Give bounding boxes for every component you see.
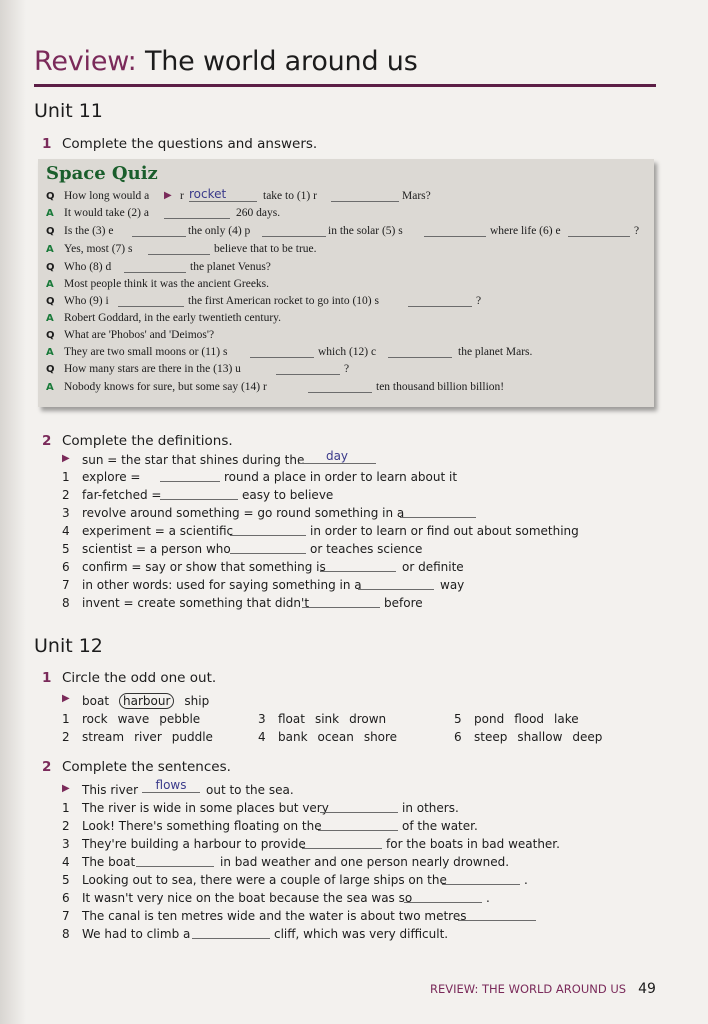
page-title-lead: Review:: [34, 46, 137, 77]
sentence-item: [62, 801, 662, 817]
quiz-answer-handwritten[interactable]: rocket: [189, 187, 257, 202]
answer-blank[interactable]: [424, 225, 486, 237]
unit12-ex2-heading: [42, 759, 231, 775]
quiz-line: [46, 329, 646, 346]
quiz-line: [46, 243, 646, 260]
word[interactable]: float: [278, 712, 305, 726]
answer-blank[interactable]: [262, 225, 326, 237]
quiz-line: [46, 295, 646, 312]
sentence-item: [62, 909, 662, 925]
item-number: 8: [62, 596, 70, 610]
odd-one-out-item: [454, 730, 654, 746]
word[interactable]: bank: [278, 730, 308, 744]
definition-text: confirm = say or show that something is: [82, 560, 326, 574]
word-group: [278, 712, 396, 726]
space-quiz-box: [38, 159, 654, 407]
odd-one-out-item: [62, 730, 242, 746]
quiz-text: Mars?: [402, 190, 431, 202]
example-arrow-icon: ▶: [164, 190, 172, 201]
answer-blank[interactable]: [118, 295, 184, 307]
sentence-text: The canal is ten metres wide and the water is about two metres: [82, 909, 467, 923]
definition-item: [62, 578, 662, 594]
sentence-text: Looking out to sea, there were a couple of large ships on the: [82, 873, 447, 887]
quiz-text: Yes, most (7) s: [64, 243, 133, 255]
sentence-text: It wasn't very nice on the boat because the sea was so: [82, 891, 413, 905]
answer-blank[interactable]: [230, 524, 306, 536]
definition-item: [62, 596, 662, 612]
answer-blank[interactable]: [568, 225, 630, 237]
quiz-tag: Q: [46, 226, 55, 237]
quiz-text: 260 days.: [236, 207, 281, 219]
answer-blank[interactable]: [132, 225, 186, 237]
answer-blank[interactable]: [250, 346, 314, 358]
answer-blank[interactable]: [302, 837, 382, 849]
definition-text: scientist = a person who: [82, 542, 231, 556]
item-number: 5: [62, 542, 70, 556]
item-number: 1: [62, 801, 70, 815]
answer-blank[interactable]: [458, 909, 536, 921]
exercise-number: 2: [42, 433, 52, 449]
item-number: 8: [62, 927, 70, 941]
quiz-tag: A: [46, 382, 54, 393]
quiz-text: Who (8) d: [64, 261, 112, 273]
word[interactable]: steep: [474, 730, 508, 744]
item-number: 3: [62, 506, 70, 520]
answer-blank[interactable]: [400, 506, 476, 518]
quiz-text: where life (6) e: [490, 225, 561, 237]
odd-one-out-item: [258, 730, 438, 746]
quiz-title: Space Quiz: [46, 163, 158, 184]
word[interactable]: ocean: [317, 730, 354, 744]
definition-text: revolve around something = go round something in a: [82, 506, 405, 520]
quiz-text: ?: [634, 225, 640, 237]
sentence-text: They're building a harbour to provide: [82, 837, 306, 851]
item-number: 5: [62, 873, 70, 887]
word-group: [82, 693, 219, 709]
item-number: 6: [62, 891, 70, 905]
answer-blank[interactable]: [160, 470, 220, 482]
sentence-text: We had to climb a: [82, 927, 191, 941]
answer-blank[interactable]: [192, 927, 270, 939]
sentence-text: out to the sea.: [206, 783, 294, 797]
definition-text: way: [440, 578, 465, 592]
example-arrow-icon: ▶: [62, 693, 70, 704]
quiz-line: [46, 207, 646, 224]
quiz-line: [46, 278, 646, 295]
example-arrow-icon: ▶: [62, 783, 70, 794]
definition-item: [62, 506, 662, 522]
quiz-text: the planet Mars.: [458, 346, 533, 358]
exercise-instruction: Complete the definitions.: [62, 433, 233, 449]
quiz-text: in the solar (5) s: [328, 225, 403, 237]
quiz-text: Is the (3) e: [64, 225, 114, 237]
answer-blank[interactable]: [148, 243, 210, 255]
quiz-tag: A: [46, 347, 54, 358]
odd-one-out-item: [258, 712, 438, 728]
unit11-ex1-heading: [42, 136, 317, 152]
answer-blank[interactable]: [308, 381, 372, 393]
word-group: [82, 730, 223, 744]
item-number: 1: [62, 470, 70, 484]
answer-blank[interactable]: [320, 801, 398, 813]
answer-blank[interactable]: [320, 560, 396, 572]
odd-one-out-example: [62, 693, 362, 709]
item-number: 2: [62, 488, 70, 502]
definition-text: experiment = a scientific: [82, 524, 234, 538]
page-title: [34, 46, 418, 77]
word[interactable]: river: [134, 730, 162, 744]
unit-11-heading: Unit 11: [34, 100, 103, 122]
quiz-text: the first American rocket to go into (10) s: [188, 295, 379, 307]
answer-blank[interactable]: [388, 346, 452, 358]
circled-word[interactable]: harbour: [119, 693, 174, 709]
word-group: [82, 712, 210, 726]
word[interactable]: lake: [554, 712, 579, 726]
definition-text: round a place in order to learn about it: [224, 470, 458, 484]
definition-text: easy to believe: [242, 488, 334, 502]
answer-blank[interactable]: [160, 488, 238, 500]
answer-blank[interactable]: [124, 261, 186, 273]
answer-blank[interactable]: [331, 190, 399, 202]
item-number: 6: [454, 730, 462, 744]
definition-text: or definite: [402, 560, 464, 574]
word: boat: [82, 694, 110, 708]
word[interactable]: sink: [314, 712, 340, 726]
sentence-text: in others.: [402, 801, 459, 815]
quiz-text: believe that to be true.: [214, 243, 317, 255]
quiz-tag: Q: [46, 191, 55, 202]
word[interactable]: shallow: [517, 730, 563, 744]
quiz-line: [46, 261, 646, 278]
sentence-item: [62, 855, 662, 871]
quiz-text: Most people think it was the ancient Greeks.: [64, 278, 270, 290]
answer-blank[interactable]: [136, 855, 214, 867]
quiz-text: which (12) c: [318, 346, 377, 358]
item-number: 2: [62, 730, 70, 744]
word[interactable]: flood: [514, 712, 545, 726]
quiz-tag: A: [46, 244, 54, 255]
answer-blank[interactable]: [358, 578, 434, 590]
word: ship: [184, 694, 210, 708]
quiz-text: ?: [476, 295, 482, 307]
item-number: 2: [62, 819, 70, 833]
quiz-text: take to (1) r: [263, 190, 317, 202]
quiz-text: Robert Goddard, in the early twentieth century.: [64, 312, 282, 324]
odd-one-out-item: [62, 712, 242, 728]
exercise-number: 2: [42, 759, 52, 775]
answer-blank[interactable]: [404, 891, 482, 903]
definition-text: explore =: [82, 470, 141, 484]
word[interactable]: shore: [363, 730, 398, 744]
sentence-text: .: [486, 891, 490, 905]
definition-text: sun = the star that shines during the: [82, 453, 305, 467]
sentence-example: [62, 778, 462, 799]
title-divider: [34, 84, 656, 87]
quiz-line: [46, 363, 646, 380]
unit11-ex2-heading: [42, 433, 233, 449]
definition-answer-handwritten[interactable]: day: [298, 449, 376, 464]
definition-item: [62, 560, 662, 576]
unit-12-heading: Unit 12: [34, 635, 103, 657]
quiz-tag: A: [46, 313, 54, 324]
item-number: 1: [62, 712, 70, 726]
quiz-line: [46, 312, 646, 329]
sentence-item: [62, 891, 662, 907]
definition-example: [62, 449, 562, 469]
definition-item: [62, 524, 662, 540]
quiz-text: ?: [344, 363, 350, 375]
quiz-text: How many stars are there in the (13) u: [64, 363, 241, 375]
word[interactable]: pond: [474, 712, 505, 726]
quiz-tag: Q: [46, 364, 55, 375]
page-number: 49: [638, 981, 656, 997]
quiz-text: Nobody knows for sure, but some say (14) r: [64, 381, 267, 393]
answer-blank[interactable]: [302, 596, 380, 608]
quiz-tag: Q: [46, 262, 55, 273]
sentence-item: [62, 819, 662, 835]
quiz-text: Who (9) i: [64, 295, 109, 307]
sentence-item: [62, 837, 662, 853]
item-number: 4: [62, 524, 70, 538]
sentence-answer-handwritten[interactable]: flows: [142, 778, 200, 793]
definition-item: [62, 488, 662, 504]
quiz-text: What are 'Phobos' and 'Deimos'?: [64, 329, 215, 341]
item-number: 6: [62, 560, 70, 574]
definition-text: in order to learn or find out about something: [310, 524, 579, 538]
item-number: 5: [454, 712, 462, 726]
sentence-text: This river: [82, 783, 139, 797]
quiz-text: the planet Venus?: [190, 261, 271, 273]
exercise-instruction: Complete the questions and answers.: [62, 136, 318, 152]
answer-blank[interactable]: [164, 207, 230, 219]
definition-text: before: [384, 596, 423, 610]
item-number: 7: [62, 909, 70, 923]
exercise-number: 1: [42, 136, 52, 152]
word-group: [474, 712, 589, 726]
definition-item: [62, 470, 662, 486]
quiz-text: They are two small moons or (11) s: [64, 346, 228, 358]
word[interactable]: deep: [572, 730, 603, 744]
item-number: 4: [62, 855, 70, 869]
quiz-tag: A: [46, 208, 54, 219]
word-group: [474, 730, 612, 744]
definition-text: in other words: used for saying something in a: [82, 578, 362, 592]
sentence-text: The river is wide in some places but very: [82, 801, 329, 815]
quiz-tag: A: [46, 279, 54, 290]
sentence-text: .: [524, 873, 528, 887]
page-title-rest: The world around us: [144, 46, 418, 77]
sentence-text: for the boats in bad weather.: [386, 837, 560, 851]
sentence-text: The boat: [82, 855, 136, 869]
exercise-instruction: Complete the sentences.: [62, 759, 231, 775]
quiz-tag: Q: [46, 330, 55, 341]
item-number: 3: [258, 712, 266, 726]
sentence-text: Look! There's something floating on the: [82, 819, 322, 833]
example-arrow-icon: ▶: [62, 453, 70, 464]
quiz-text: the only (4) p: [188, 225, 251, 237]
word[interactable]: stream: [82, 730, 125, 744]
word[interactable]: pebble: [159, 712, 201, 726]
quiz-text: It would take (2) a: [64, 207, 149, 219]
quiz-text: ten thousand billion billion!: [376, 381, 505, 393]
word[interactable]: rock: [82, 712, 108, 726]
definition-text: invent = create something that didn't: [82, 596, 310, 610]
sentence-item: [62, 873, 662, 889]
answer-blank[interactable]: [230, 542, 306, 554]
answer-blank[interactable]: [276, 363, 340, 375]
answer-blank[interactable]: [408, 295, 472, 307]
footer-label: REVIEW: THE WORLD AROUND US: [430, 982, 627, 996]
answer-blank[interactable]: [318, 819, 398, 831]
unit12-ex1-heading: [42, 670, 216, 686]
word[interactable]: drown: [349, 712, 387, 726]
word[interactable]: wave: [117, 712, 150, 726]
quiz-line: [46, 381, 646, 398]
word-group: [278, 730, 407, 744]
definition-text: or teaches science: [310, 542, 423, 556]
definition-text: far-fetched =: [82, 488, 162, 502]
sentence-item: [62, 927, 662, 943]
exercise-instruction: Circle the odd one out.: [62, 670, 217, 686]
sentence-text: in bad weather and one person nearly drowned.: [220, 855, 510, 869]
page-spine-shadow: [0, 0, 26, 1024]
item-number: 4: [258, 730, 266, 744]
item-number: 7: [62, 578, 70, 592]
word[interactable]: puddle: [171, 730, 213, 744]
answer-blank[interactable]: [442, 873, 520, 885]
sentence-text: cliff, which was very difficult.: [274, 927, 449, 941]
quiz-tag: Q: [46, 296, 55, 307]
quiz-text: How long would a: [64, 190, 150, 202]
sentence-text: of the water.: [402, 819, 478, 833]
item-number: 3: [62, 837, 70, 851]
quiz-line: [46, 187, 646, 207]
definition-item: [62, 542, 662, 558]
exercise-number: 1: [42, 670, 52, 686]
quiz-line: [46, 225, 646, 242]
page-footer: [430, 981, 656, 997]
quiz-text: r: [180, 190, 184, 202]
quiz-line: [46, 346, 646, 363]
odd-one-out-item: [454, 712, 654, 728]
